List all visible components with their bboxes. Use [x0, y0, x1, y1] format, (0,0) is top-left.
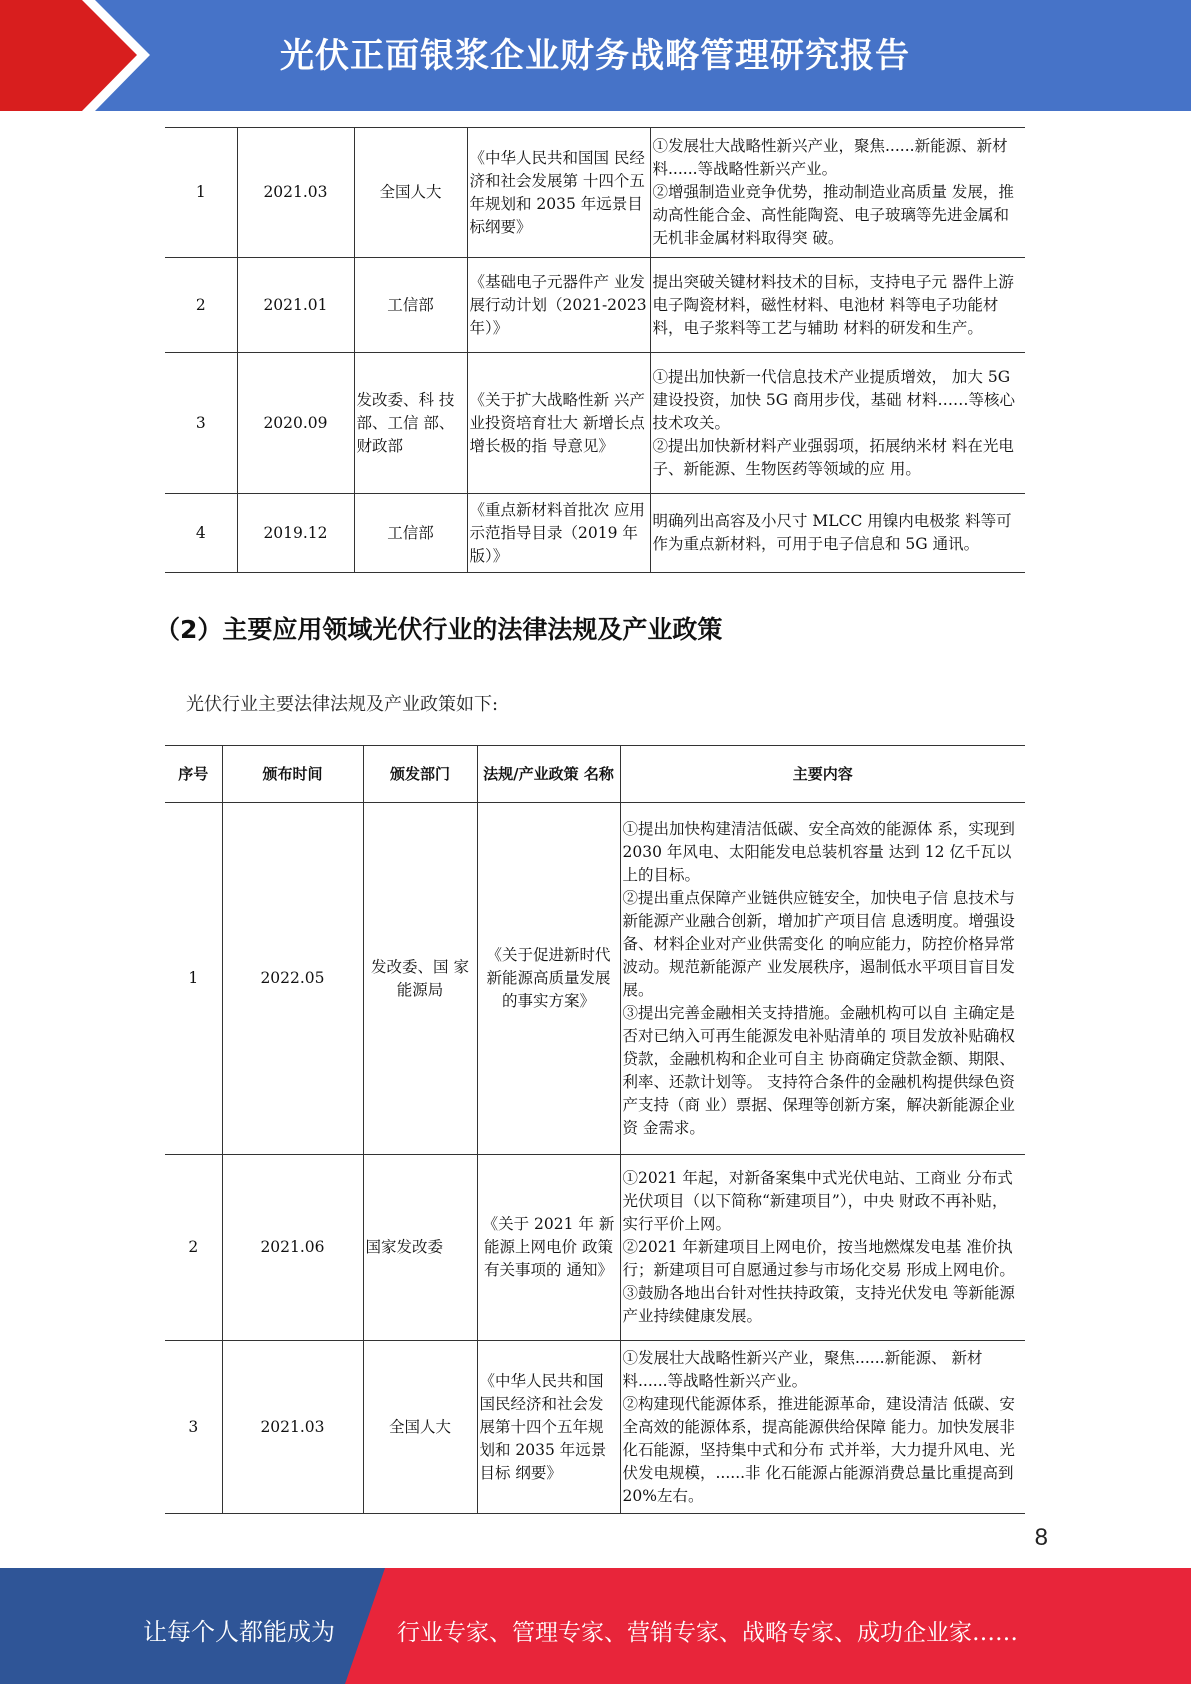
issue-date: 2021.03	[237, 128, 354, 258]
document-title: 光伏正面银浆企业财务战略管理研究报告	[280, 36, 910, 76]
issuing-department: 全国人大	[363, 1341, 477, 1514]
policy-name: 《关于促进新时代新能源高质量发展的事实方案》	[477, 803, 620, 1155]
policy-name: 《基础电子元器件产 业发展行动计划（2021-2023 年）》	[467, 258, 650, 353]
table-row	[165, 1341, 1025, 1514]
column-header-content: 主要内容	[620, 746, 1025, 803]
policy-content: ①发展壮大战略性新兴产业，聚焦......新能源、 新材料......等战略性新兴产业。 ②构建现代能源体系，推进能源革命，建设清洁 低碳、安全高效的能源体系，提高能源供给保障 能力。加快发展非化石能源，坚持集中式和分布 式并举，大力提升风电、光伏发电规模，......非 化石能源占能源消费总量比重提高到 20%左右。	[620, 1341, 1025, 1514]
policy-table-photovoltaic	[165, 745, 1025, 1514]
row-number: 2	[165, 1155, 222, 1341]
table-row	[165, 353, 1025, 494]
issuing-department: 国家发改委	[363, 1155, 477, 1341]
section-intro: 光伏行业主要法律法规及产业政策如下:	[186, 694, 499, 715]
issue-date: 2022.05	[222, 803, 363, 1155]
issue-date: 2021.06	[222, 1155, 363, 1341]
row-number: 2	[165, 258, 237, 353]
column-header-name: 法规/产业政策 名称	[477, 746, 620, 803]
table-header-row	[165, 746, 1025, 803]
table-row	[165, 494, 1025, 573]
policy-content: ①发展壮大战略性新兴产业，聚焦......新能源、新材料......等战略性新兴产业。 ②增强制造业竞争优势，推动制造业高质量 发展，推动高性能合金、高性能陶瓷、电子玻璃等先进金属和无机非金属材料取得突 破。	[650, 128, 1025, 258]
issue-date: 2020.09	[237, 353, 354, 494]
issuing-department: 工信部	[354, 494, 467, 573]
column-header-dept: 颁发部门	[363, 746, 477, 803]
column-header-no: 序号	[165, 746, 222, 803]
table-row	[165, 803, 1025, 1155]
issue-date: 2021.01	[237, 258, 354, 353]
policy-name: 《中华人民共和国国民经济和社会发展第十四个五年规划和 2035 年远景目标 纲要》	[477, 1341, 620, 1514]
row-number: 1	[165, 128, 237, 258]
policy-content: ①提出加快新一代信息技术产业提质增效， 加大 5G 建设投资，加快 5G 商用步伐，基础 材料……等核心技术攻关。 ②提出加快新材料产业强弱项，拓展纳米材 料在光电子、新能源、生物医药等领域的应 用。	[650, 353, 1025, 494]
issuing-department: 发改委、国 家能源局	[363, 803, 477, 1155]
header-arrow-decoration	[0, 0, 160, 111]
policy-name: 《重点新材料首批次 应用示范指导目录（2019 年版）》	[467, 494, 650, 573]
policy-content: 明确列出高容及小尺寸 MLCC 用镍内电极浆 料等可作为重点新材料，可用于电子信息和 5G 通讯。	[650, 494, 1025, 573]
issue-date: 2019.12	[237, 494, 354, 573]
footer-slogan-left: 让每个人都能成为	[143, 1618, 335, 1646]
policy-name: 《关于 2021 年 新能源上网电价 政策有关事项的 通知》	[477, 1155, 620, 1341]
table-row	[165, 128, 1025, 258]
footer-slogan-right: 行业专家、管理专家、营销专家、战略专家、成功企业家……	[397, 1620, 1018, 1646]
table-row	[165, 258, 1025, 353]
row-number: 4	[165, 494, 237, 573]
policy-name: 《关于扩大战略性新 兴产业投资培育壮大 新增长点增长极的指 导意见》	[467, 353, 650, 494]
policy-content: 提出突破关键材料技术的目标，支持电子元 器件上游电子陶瓷材料，磁性材料、电池材 料等电子功能材料，电子浆料等工艺与辅助 材料的研发和生产。	[650, 258, 1025, 353]
policy-name: 《中华人民共和国国 民经济和社会发展第 十四个五年规划和 2035 年远景目标纲要》	[467, 128, 650, 258]
table-row	[165, 1155, 1025, 1341]
issue-date: 2021.03	[222, 1341, 363, 1514]
issuing-department: 发改委、科 技部、工信 部、财政部	[354, 353, 467, 494]
policy-content: ①提出加快构建清洁低碳、安全高效的能源体 系，实现到 2030 年风电、太阳能发电总装机容量 达到 12 亿千瓦以上的目标。 ②提出重点保障产业链供应链安全，加快电子信 息技术与新能源产业融合创新，增加扩产项目信 息透明度。增强设备、材料企业对产业供需变化 的响应能力，防控价格异常波动。规范新能源产 业发展秩序，遏制低水平项目盲目发展。 ③提出完善金融相关支持措施。金融机构可以自 主确定是否对已纳入可再生能源发电补贴清单的 项目发放补贴确权贷款，金融机构和企业可自主 协商确定贷款金额、期限、利率、还款计划等。 支持符合条件的金融机构提供绿色资产支持（商 业）票据、保理等创新方案，解决新能源企业资 金需求。	[620, 803, 1025, 1155]
column-header-date: 颁布时间	[222, 746, 363, 803]
issuing-department: 工信部	[354, 258, 467, 353]
row-number: 1	[165, 803, 222, 1155]
section-heading: （2）主要应用领域光伏行业的法律法规及产业政策	[155, 615, 723, 644]
row-number: 3	[165, 353, 237, 494]
row-number: 3	[165, 1341, 222, 1514]
issuing-department: 全国人大	[354, 128, 467, 258]
page-number: 8	[1034, 1524, 1048, 1551]
policy-content: ①2021 年起，对新备案集中式光伏电站、工商业 分布式光伏项目（以下简称“新建项目”），中央 财政不再补贴，实行平价上网。 ②2021 年新建项目上网电价，按当地燃煤发电基 准价执行；新建项目可自愿通过参与市场化交易 形成上网电价。 ③鼓励各地出台针对性扶持政策，支持光伏发电 等新能源产业持续健康发展。	[620, 1155, 1025, 1341]
policy-table-materials	[165, 127, 1025, 573]
